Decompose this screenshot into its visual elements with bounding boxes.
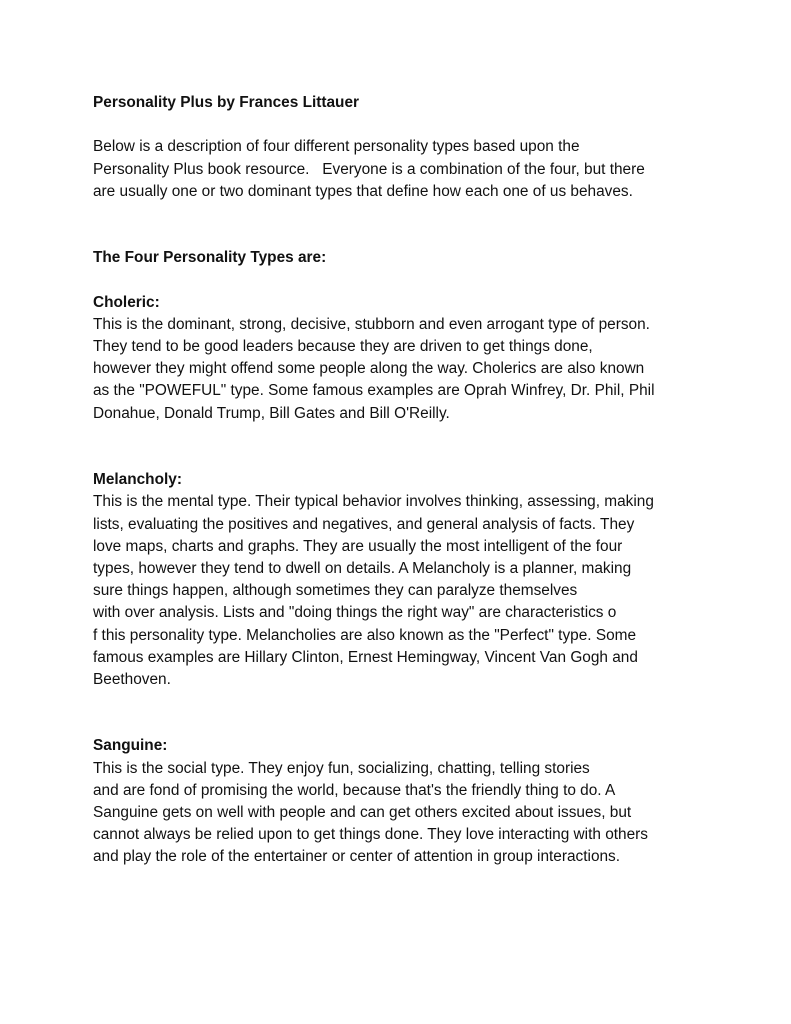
section-line: Beethoven.: [93, 670, 171, 688]
section-line: sure things happen, although sometimes they can paralyze themselves: [93, 582, 578, 600]
section-line: Sanguine gets on well with people and can get others excited about issues, but: [93, 804, 632, 822]
section-sanguine: [93, 735, 713, 868]
section-melancholy: [93, 469, 713, 691]
spacer: [93, 425, 713, 469]
section-heading: Choleric:: [93, 293, 160, 311]
intro-paragraph: [93, 136, 713, 203]
document-body: [93, 92, 713, 869]
section-line: as the "POWEFUL" type. Some famous examples are Oprah Winfrey, Dr. Phil, Phil: [93, 382, 655, 400]
intro-line: Personality Plus book resource. Everyone is a combination of the four, but there: [93, 160, 645, 178]
section-line: They tend to be good leaders because they are driven to get things done,: [93, 338, 593, 356]
intro-line: are usually one or two dominant types that define how each one of us behaves.: [93, 182, 633, 200]
section-line: love maps, charts and graphs. They are usually the most intelligent of the four: [93, 537, 623, 555]
spacer: [93, 114, 713, 136]
section-line: Donahue, Donald Trump, Bill Gates and Bill O'Reilly.: [93, 404, 450, 422]
document-title: Personality Plus by Frances Littauer: [93, 94, 360, 111]
section-line: lists, evaluating the positives and negatives, and general analysis of facts. They: [93, 515, 635, 533]
section-line: f this personality type. Melancholies are also known as the "Perfect" type. Some: [93, 626, 637, 644]
section-line: famous examples are Hillary Clinton, Ernest Hemingway, Vincent Van Gogh and: [93, 648, 638, 666]
spacer: [93, 203, 713, 247]
section-line: and are fond of promising the world, because that's the friendly thing to do. A: [93, 781, 616, 799]
section-heading: Sanguine:: [93, 737, 168, 755]
section-line: cannot always be relied upon to get things done. They love interacting with others: [93, 826, 648, 844]
section-line: with over analysis. Lists and "doing things the right way" are characteristics o: [93, 604, 617, 622]
section-line: This is the social type. They enjoy fun, socializing, chatting, telling stories: [93, 759, 590, 777]
section-choleric: [93, 292, 713, 425]
intro-line: Below is a description of four different personality types based upon the: [93, 138, 580, 156]
section-line: This is the mental type. Their typical behavior involves thinking, assessing, making: [93, 493, 654, 511]
section-line: types, however they tend to dwell on details. A Melancholy is a planner, making: [93, 559, 632, 577]
spacer: [93, 270, 713, 292]
types-heading: The Four Personality Types are:: [93, 249, 327, 267]
section-line: This is the dominant, strong, decisive, stubborn and even arrogant type of person.: [93, 315, 650, 333]
section-heading: Melancholy:: [93, 471, 182, 489]
spacer: [93, 691, 713, 735]
section-line: and play the role of the entertainer or center of attention in group interactions.: [93, 848, 621, 866]
section-line: however they might offend some people along the way. Cholerics are also known: [93, 360, 645, 378]
